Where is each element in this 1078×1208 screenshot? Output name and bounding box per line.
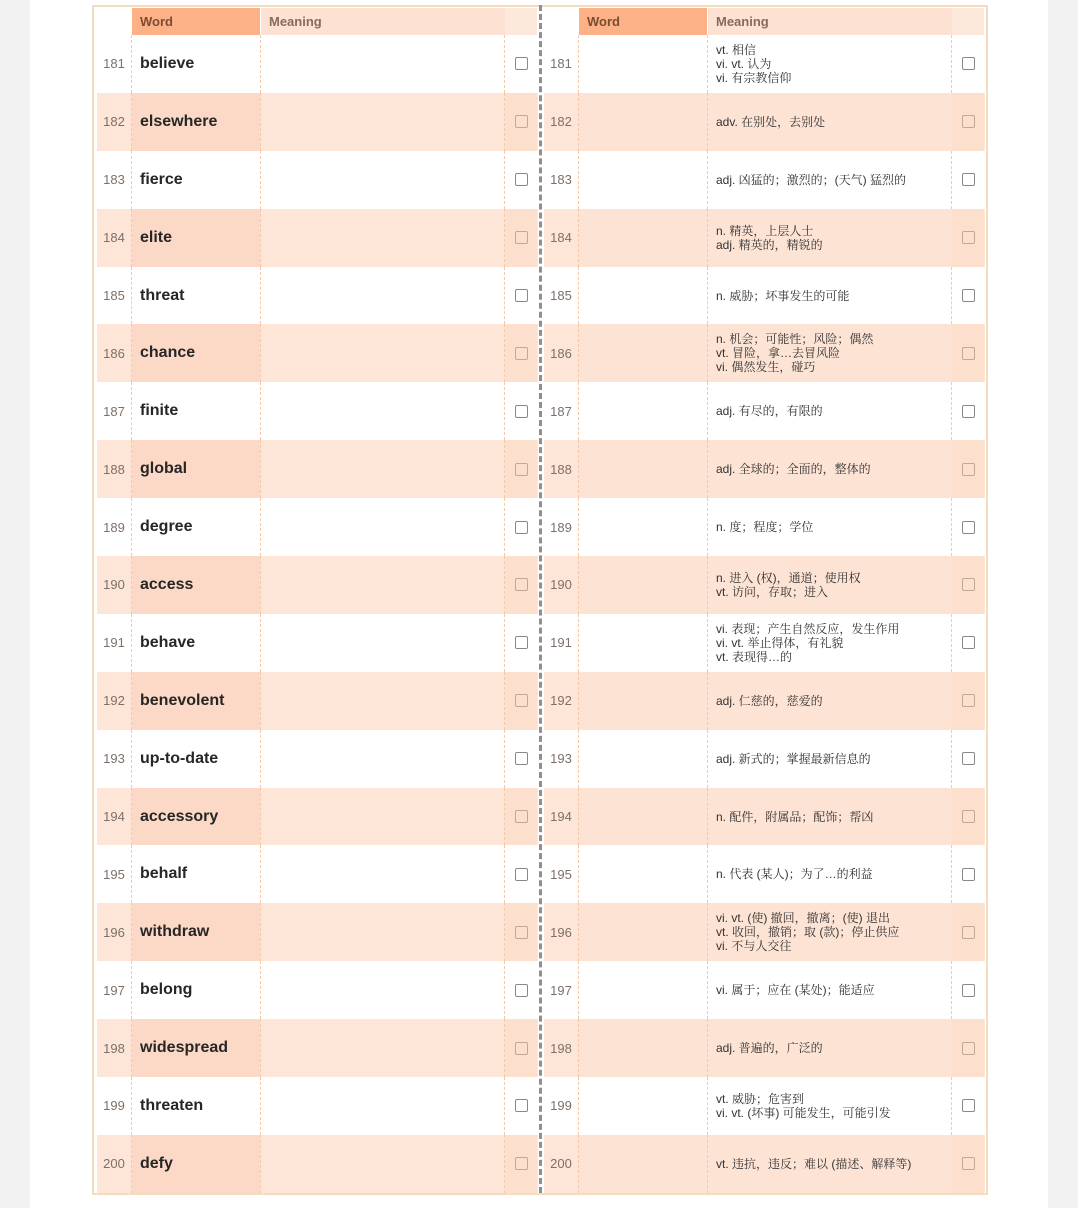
meaning-line: n. 代表 (某人)；为了…的利益 xyxy=(716,867,873,882)
meaning-line: vt. 违抗，违反；难以 (描述、解释等) xyxy=(716,1156,912,1171)
right-row-number: 187 xyxy=(550,403,572,419)
left-word-cell: withdraw xyxy=(132,903,260,961)
right-row-number: 181 xyxy=(550,56,572,72)
right-check-cell xyxy=(952,209,984,267)
left-check-cell xyxy=(505,324,537,382)
right-check-cell xyxy=(952,614,984,672)
right-word-cell xyxy=(579,730,707,788)
right-word-cell xyxy=(579,1019,707,1077)
right-meaning-cell xyxy=(708,672,952,730)
left-table-row xyxy=(97,209,538,267)
left-row-number: 187 xyxy=(103,403,125,419)
checkbox[interactable] xyxy=(962,347,975,360)
meaning-line: adj. 新式的；掌握最新信息的 xyxy=(716,751,871,766)
right-table-row xyxy=(544,93,985,151)
left-meaning-cell xyxy=(261,440,505,498)
left-word-cell: global xyxy=(132,440,260,498)
checkbox[interactable] xyxy=(962,289,975,302)
right-meaning-cell xyxy=(708,788,952,846)
right-row-number: 185 xyxy=(550,288,572,303)
right-word-cell xyxy=(579,961,707,1019)
checkbox[interactable] xyxy=(515,752,528,765)
right-word-cell xyxy=(579,498,707,556)
right-check-cell xyxy=(952,556,984,614)
right-table-row xyxy=(544,440,985,498)
meaning-line: adj. 有尽的，有限的 xyxy=(716,404,823,419)
right-meaning-cell xyxy=(708,324,952,382)
right-meaning-cell xyxy=(708,498,952,556)
left-check-cell xyxy=(505,730,537,788)
checkbox[interactable] xyxy=(962,115,975,128)
checkbox[interactable] xyxy=(962,521,975,534)
meaning-line: vi. 不与人交往 xyxy=(716,939,792,954)
checkbox[interactable] xyxy=(515,1042,528,1055)
right-row-number: 182 xyxy=(550,114,572,130)
left-row-number: 184 xyxy=(103,230,125,246)
left-check-cell xyxy=(505,151,537,209)
left-table-row xyxy=(97,1135,538,1193)
right-meaning-cell xyxy=(708,961,952,1019)
left-check-cell xyxy=(505,440,537,498)
meaning-line: vi. 偶然发生，碰巧 xyxy=(716,360,816,375)
left-word-cell: access xyxy=(132,556,260,614)
meaning-line: vi. vt. 认为 xyxy=(716,56,772,71)
right-row-number: 184 xyxy=(550,230,572,246)
right-meaning-cell xyxy=(708,209,952,267)
checkbox[interactable] xyxy=(962,868,975,881)
left-meaning-cell xyxy=(261,209,505,267)
right-meaning-cell xyxy=(708,382,952,440)
left-word-cell: belong xyxy=(140,981,193,999)
right-meaning-cell xyxy=(708,1135,952,1193)
right-table-row xyxy=(544,903,985,961)
checkbox[interactable] xyxy=(515,1157,528,1170)
left-table-row xyxy=(97,614,538,672)
left-row-number: 196 xyxy=(103,924,125,940)
checkbox[interactable] xyxy=(515,578,528,591)
left-word-cell: behave xyxy=(140,633,196,651)
left-check-cell xyxy=(505,903,537,961)
meaning-line: n. 进入 (权)，通道；使用权 xyxy=(716,570,861,585)
meaning-line: adj. 全球的；全面的，整体的 xyxy=(716,462,871,477)
left-check-cell xyxy=(505,845,537,903)
left-table-row xyxy=(97,1019,538,1077)
right-meaning-cell xyxy=(708,440,952,498)
right-row-number: 188 xyxy=(550,461,572,477)
checkbox[interactable] xyxy=(515,289,528,302)
left-row-number: 188 xyxy=(103,461,125,477)
right-table-row xyxy=(544,209,985,267)
right-meaning-cell xyxy=(708,267,952,325)
right-table-row xyxy=(544,614,985,672)
right-table-row xyxy=(544,35,985,93)
left-check-cell xyxy=(505,267,537,325)
left-row-number: 186 xyxy=(103,345,125,361)
left-check-cell xyxy=(505,498,537,556)
checkbox[interactable] xyxy=(962,1157,975,1170)
left-table-row xyxy=(97,845,538,903)
left-check-cell xyxy=(505,1019,537,1077)
meaning-line: vt. 相信 xyxy=(716,42,757,57)
checkbox[interactable] xyxy=(962,752,975,765)
left-table-row xyxy=(97,324,538,382)
meaning-line: adj. 凶猛的；激烈的；(天气) 猛烈的 xyxy=(716,172,907,187)
left-meaning-cell xyxy=(261,1019,505,1077)
meaning-line: vt. 收回，撤销；取 (款)；停止供应 xyxy=(716,925,900,940)
checkbox[interactable] xyxy=(962,578,975,591)
left-check-cell xyxy=(505,961,537,1019)
checkbox[interactable] xyxy=(962,810,975,823)
left-header-check xyxy=(505,8,537,35)
checkbox[interactable] xyxy=(962,463,975,476)
left-row-number: 190 xyxy=(103,577,125,593)
left-meaning-cell xyxy=(261,730,505,788)
left-word-cell: threaten xyxy=(140,1096,204,1114)
left-meaning-cell xyxy=(261,151,505,209)
left-word-cell: benevolent xyxy=(132,672,260,730)
left-meaning-cell xyxy=(261,382,505,440)
checkbox[interactable] xyxy=(515,231,528,244)
checkbox[interactable] xyxy=(962,57,975,70)
right-row-number: 191 xyxy=(550,635,572,651)
right-check-cell xyxy=(952,1077,984,1135)
meaning-line: vi. vt. (使) 撤回，撤离；(使) 退出 xyxy=(716,911,890,926)
right-meaning-cell xyxy=(708,903,952,961)
right-row-number: 193 xyxy=(550,751,572,767)
right-word-cell xyxy=(579,672,707,730)
meaning-line: adj. 精英的，精锐的 xyxy=(716,237,823,252)
right-row-number: 190 xyxy=(550,577,572,593)
right-table-row xyxy=(544,556,985,614)
checkbox[interactable] xyxy=(515,868,528,881)
right-word-cell xyxy=(579,903,707,961)
left-check-cell xyxy=(505,382,537,440)
checkbox[interactable] xyxy=(962,1099,975,1112)
left-table-row xyxy=(97,672,538,730)
checkbox[interactable] xyxy=(515,347,528,360)
left-header-word: Word xyxy=(132,8,260,35)
left-table-row xyxy=(97,1077,538,1135)
left-row-number: 199 xyxy=(103,1098,125,1114)
right-meaning-cell xyxy=(708,1077,952,1135)
right-word-cell xyxy=(579,35,707,93)
left-word-cell: behalf xyxy=(140,865,188,883)
right-row-number: 194 xyxy=(550,809,572,825)
left-check-cell xyxy=(505,788,537,846)
right-header-check xyxy=(952,8,984,35)
left-table-row xyxy=(97,961,538,1019)
right-word-cell xyxy=(579,614,707,672)
left-meaning-cell xyxy=(261,903,505,961)
left-table-row xyxy=(97,730,538,788)
left-check-cell xyxy=(505,1077,537,1135)
checkbox[interactable] xyxy=(962,173,975,186)
left-meaning-cell xyxy=(261,324,505,382)
left-check-cell xyxy=(505,1135,537,1193)
meaning-line: n. 精英，上层人士 xyxy=(716,223,814,238)
right-table-row xyxy=(544,1135,985,1193)
right-word-cell xyxy=(579,845,707,903)
right-check-cell xyxy=(952,1019,984,1077)
right-row-number: 183 xyxy=(550,172,572,188)
left-header-meaning: Meaning xyxy=(261,8,505,35)
left-word-cell: believe xyxy=(140,54,195,72)
left-meaning-cell xyxy=(261,556,505,614)
right-row-number: 197 xyxy=(550,982,572,998)
meaning-line: vi. vt. 举止得体，有礼貌 xyxy=(716,635,844,650)
left-row-number: 193 xyxy=(103,751,125,767)
left-meaning-cell xyxy=(261,845,505,903)
right-table-row xyxy=(544,672,985,730)
meaning-line: n. 配件，附属品；配饰；帮凶 xyxy=(716,809,874,824)
right-meaning-cell xyxy=(708,35,952,93)
right-check-cell xyxy=(952,1135,984,1193)
left-word-cell: accessory xyxy=(132,788,260,846)
right-word-cell xyxy=(579,1077,707,1135)
left-table-row xyxy=(97,93,538,151)
right-header xyxy=(544,8,985,35)
right-table-row xyxy=(544,498,985,556)
right-check-cell xyxy=(952,93,984,151)
checkbox[interactable] xyxy=(515,463,528,476)
left-word-cell: defy xyxy=(132,1135,260,1193)
checkbox[interactable] xyxy=(515,115,528,128)
left-row-number: 191 xyxy=(103,635,125,651)
right-meaning-cell xyxy=(708,845,952,903)
meaning-line: vi. vt. (坏事) 可能发生，可能引发 xyxy=(716,1105,891,1120)
checkbox[interactable] xyxy=(962,405,975,418)
right-table-row xyxy=(544,1019,985,1077)
left-meaning-cell xyxy=(261,672,505,730)
right-check-cell xyxy=(952,498,984,556)
right-table-row xyxy=(544,267,985,325)
right-check-cell xyxy=(952,151,984,209)
checkbox[interactable] xyxy=(962,694,975,707)
right-check-cell xyxy=(952,440,984,498)
left-row-number: 194 xyxy=(103,809,125,825)
right-table-row xyxy=(544,1077,985,1135)
right-check-cell xyxy=(952,382,984,440)
left-word-cell: degree xyxy=(140,518,193,536)
left-word-cell: fierce xyxy=(140,170,183,188)
left-word-cell: up-to-date xyxy=(140,749,219,767)
right-check-cell xyxy=(952,672,984,730)
left-check-cell xyxy=(505,672,537,730)
meaning-line: n. 度；程度；学位 xyxy=(716,520,814,535)
checkbox[interactable] xyxy=(962,636,975,649)
checkbox[interactable] xyxy=(515,984,528,997)
left-row-number: 195 xyxy=(103,866,125,882)
left-rows xyxy=(97,35,538,1193)
right-word-cell xyxy=(579,324,707,382)
left-table-row xyxy=(97,498,538,556)
left-table-row xyxy=(97,35,538,93)
left-word-cell: elsewhere xyxy=(132,93,260,151)
checkbox[interactable] xyxy=(515,173,528,186)
right-row-number: 199 xyxy=(550,1098,572,1114)
right-panel-meaning-key xyxy=(544,8,985,1193)
left-panel-word-test xyxy=(97,8,538,1193)
left-meaning-cell xyxy=(261,267,505,325)
right-meaning-cell xyxy=(708,151,952,209)
left-table-row xyxy=(97,267,538,325)
right-word-cell xyxy=(579,209,707,267)
meaning-line: adv. 在别处，去别处 xyxy=(716,114,826,129)
meaning-line: vt. 威胁；危害到 xyxy=(716,1091,805,1106)
checkbox[interactable] xyxy=(962,231,975,244)
checkbox[interactable] xyxy=(515,694,528,707)
left-check-cell xyxy=(505,35,537,93)
left-table-row xyxy=(97,556,538,614)
meaning-line: vi. 有宗教信仰 xyxy=(716,70,792,85)
left-meaning-cell xyxy=(261,93,505,151)
right-meaning-cell xyxy=(708,93,952,151)
left-row-number: 192 xyxy=(103,693,125,709)
right-word-cell xyxy=(579,382,707,440)
right-meaning-cell xyxy=(708,556,952,614)
right-check-cell xyxy=(952,788,984,846)
right-row-number: 196 xyxy=(550,924,572,940)
left-meaning-cell xyxy=(261,788,505,846)
checkbox[interactable] xyxy=(515,810,528,823)
left-table-row xyxy=(97,151,538,209)
right-word-cell xyxy=(579,93,707,151)
left-table-row xyxy=(97,788,538,846)
right-table-row xyxy=(544,730,985,788)
meaning-line: adj. 普遍的，广泛的 xyxy=(716,1041,823,1056)
right-table-row xyxy=(544,788,985,846)
right-meaning-cell xyxy=(708,730,952,788)
left-word-cell: chance xyxy=(132,324,260,382)
checkbox[interactable] xyxy=(515,926,528,939)
left-word-cell: widespread xyxy=(132,1019,260,1077)
right-table-row xyxy=(544,961,985,1019)
right-row-number: 192 xyxy=(550,693,572,709)
right-header-meaning: Meaning xyxy=(708,8,952,35)
left-row-number: 181 xyxy=(103,56,125,72)
right-rows xyxy=(544,35,985,1193)
left-meaning-cell xyxy=(261,961,505,1019)
left-header xyxy=(97,8,538,35)
left-table-row xyxy=(97,382,538,440)
right-row-number: 200 xyxy=(550,1156,572,1172)
right-row-number: 195 xyxy=(550,866,572,882)
left-row-number: 183 xyxy=(103,172,125,188)
meaning-line: n. 机会；可能性；风险；偶然 xyxy=(716,332,874,347)
meaning-line: vt. 访问，存取；进入 xyxy=(716,584,829,599)
left-check-cell xyxy=(505,209,537,267)
left-table-row xyxy=(97,440,538,498)
left-check-cell xyxy=(505,93,537,151)
meaning-line: adj. 仁慈的，慈爱的 xyxy=(716,693,823,708)
left-row-number: 182 xyxy=(103,114,125,130)
checkbox[interactable] xyxy=(515,57,528,70)
left-meaning-cell xyxy=(261,1077,505,1135)
checkbox[interactable] xyxy=(962,926,975,939)
left-word-cell: finite xyxy=(140,402,179,420)
checkbox[interactable] xyxy=(515,636,528,649)
left-row-number: 185 xyxy=(103,288,125,303)
right-check-cell xyxy=(952,845,984,903)
right-check-cell xyxy=(952,267,984,325)
left-check-cell xyxy=(505,614,537,672)
left-table-row xyxy=(97,903,538,961)
meaning-line: vi. 表现；产生自然反应，发生作用 xyxy=(716,621,900,636)
right-word-cell xyxy=(579,556,707,614)
fold-divider xyxy=(539,5,542,1193)
checkbox[interactable] xyxy=(515,1099,528,1112)
left-word-cell: elite xyxy=(132,209,260,267)
left-meaning-cell xyxy=(261,498,505,556)
right-row-number: 186 xyxy=(550,345,572,361)
right-row-number: 189 xyxy=(550,519,572,535)
right-check-cell xyxy=(952,35,984,93)
right-check-cell xyxy=(952,903,984,961)
left-meaning-cell xyxy=(261,35,505,93)
right-meaning-cell xyxy=(708,614,952,672)
right-table-row xyxy=(544,324,985,382)
checkbox[interactable] xyxy=(515,521,528,534)
right-check-cell xyxy=(952,730,984,788)
right-row-number: 198 xyxy=(550,1040,572,1056)
left-row-number: 197 xyxy=(103,982,125,998)
right-table-row xyxy=(544,382,985,440)
left-meaning-cell xyxy=(261,614,505,672)
right-word-cell xyxy=(579,151,707,209)
right-check-cell xyxy=(952,324,984,382)
left-word-cell: threat xyxy=(140,286,185,304)
meaning-line: n. 威胁；坏事发生的可能 xyxy=(716,288,850,303)
checkbox[interactable] xyxy=(962,984,975,997)
right-header-word: Word xyxy=(579,8,707,35)
meaning-line: vt. 表现得…的 xyxy=(716,649,793,664)
right-word-cell xyxy=(579,267,707,325)
right-word-cell xyxy=(579,1135,707,1193)
right-check-cell xyxy=(952,961,984,1019)
left-row-number: 189 xyxy=(103,519,125,535)
meaning-line: vt. 冒险，拿…去冒风险 xyxy=(716,346,841,361)
checkbox[interactable] xyxy=(962,1042,975,1055)
right-meaning-cell xyxy=(708,1019,952,1077)
right-table-row xyxy=(544,151,985,209)
right-table-row xyxy=(544,845,985,903)
left-row-number: 200 xyxy=(103,1156,125,1172)
left-check-cell xyxy=(505,556,537,614)
left-row-number: 198 xyxy=(103,1040,125,1056)
meaning-line: vi. 属于；应在 (某处)；能适应 xyxy=(716,983,875,998)
left-meaning-cell xyxy=(261,1135,505,1193)
right-word-cell xyxy=(579,440,707,498)
checkbox[interactable] xyxy=(515,405,528,418)
right-word-cell xyxy=(579,788,707,846)
